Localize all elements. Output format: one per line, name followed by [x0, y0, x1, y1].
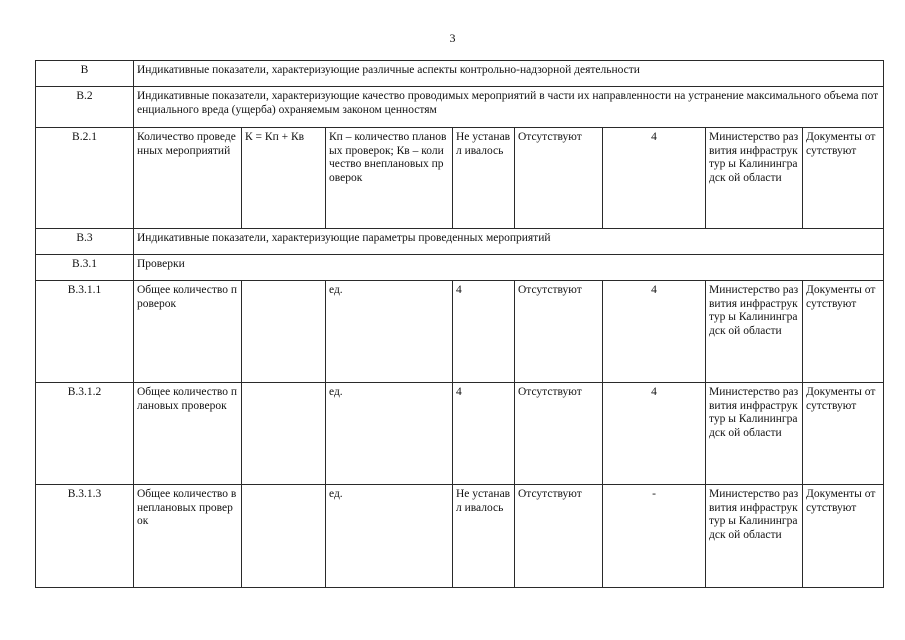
indicator-target: 4	[453, 383, 515, 485]
indicator-docs: Документы отсутствуют	[803, 128, 884, 229]
indicator-code: В.3.1.1	[36, 281, 134, 383]
section-title: Проверки	[134, 255, 884, 281]
indicator-target: Не устанавл ивалось	[453, 485, 515, 588]
page-number: 3	[449, 31, 456, 45]
indicator-target: Не устанавл ивалось	[453, 128, 515, 229]
indicator-value: 4	[603, 281, 706, 383]
section-code: В.3	[36, 229, 134, 255]
section-title: Индикативные показатели, характеризующие качество проводимых мероприятий в части их направленности на устранение максимального объема потенциального вреда (ущерба) охраняемым законом ценностям	[134, 87, 884, 128]
section-title: Индикативные показатели, характеризующие различные аспекты контрольно-надзорной деятельности	[134, 61, 884, 87]
indicator-docs: Документы отсутствуют	[803, 281, 884, 383]
indicator-value: 4	[603, 128, 706, 229]
indicator-formula	[242, 281, 326, 383]
table-row	[36, 383, 884, 485]
indicator-responsible: Министерство развития инфраструктур ы Калининградск ой области	[706, 128, 803, 229]
indicators-table	[35, 60, 884, 588]
section-code: В.2	[36, 87, 134, 128]
section-title: Индикативные показатели, характеризующие параметры проведенных мероприятий	[134, 229, 884, 255]
indicator-unit: ед.	[326, 383, 453, 485]
indicator-unit: ед.	[326, 485, 453, 588]
indicator-formula	[242, 383, 326, 485]
indicator-responsible: Министерство развития инфраструктур ы Калининградск ой области	[706, 281, 803, 383]
indicator-code: В.3.1.2	[36, 383, 134, 485]
indicator-name: Общее количество проверок	[134, 281, 242, 383]
indicator-unit: ед.	[326, 281, 453, 383]
indicator-responsible: Министерство развития инфраструктур ы Калининградск ой области	[706, 485, 803, 588]
section-row-v2	[36, 87, 884, 128]
indicator-docs: Документы отсутствуют	[803, 485, 884, 588]
section-code: В.3.1	[36, 255, 134, 281]
indicator-value: 4	[603, 383, 706, 485]
indicator-unit: Кп – количество плановых проверок; Кв – количество внеплановых проверок	[326, 128, 453, 229]
indicator-name: Общее количество плановых проверок	[134, 383, 242, 485]
indicator-code: В.2.1	[36, 128, 134, 229]
section-row-v3	[36, 229, 884, 255]
indicator-formula: К = Кп + Кв	[242, 128, 326, 229]
section-row-v	[36, 61, 884, 87]
indicator-value: -	[603, 485, 706, 588]
table-row	[36, 128, 884, 229]
indicator-info: Отсутствуют	[515, 485, 603, 588]
table-row	[36, 281, 884, 383]
indicator-info: Отсутствуют	[515, 383, 603, 485]
indicator-info: Отсутствуют	[515, 128, 603, 229]
indicator-code: В.3.1.3	[36, 485, 134, 588]
indicator-target: 4	[453, 281, 515, 383]
indicator-name: Общее количество внеплановых проверок	[134, 485, 242, 588]
indicator-docs: Документы отсутствуют	[803, 383, 884, 485]
indicator-formula	[242, 485, 326, 588]
section-row-v31	[36, 255, 884, 281]
indicator-name: Количество проведенных мероприятий	[134, 128, 242, 229]
indicator-info: Отсутствуют	[515, 281, 603, 383]
indicator-responsible: Министерство развития инфраструктур ы Калининградск ой области	[706, 383, 803, 485]
table-row	[36, 485, 884, 588]
section-code: В	[36, 61, 134, 87]
